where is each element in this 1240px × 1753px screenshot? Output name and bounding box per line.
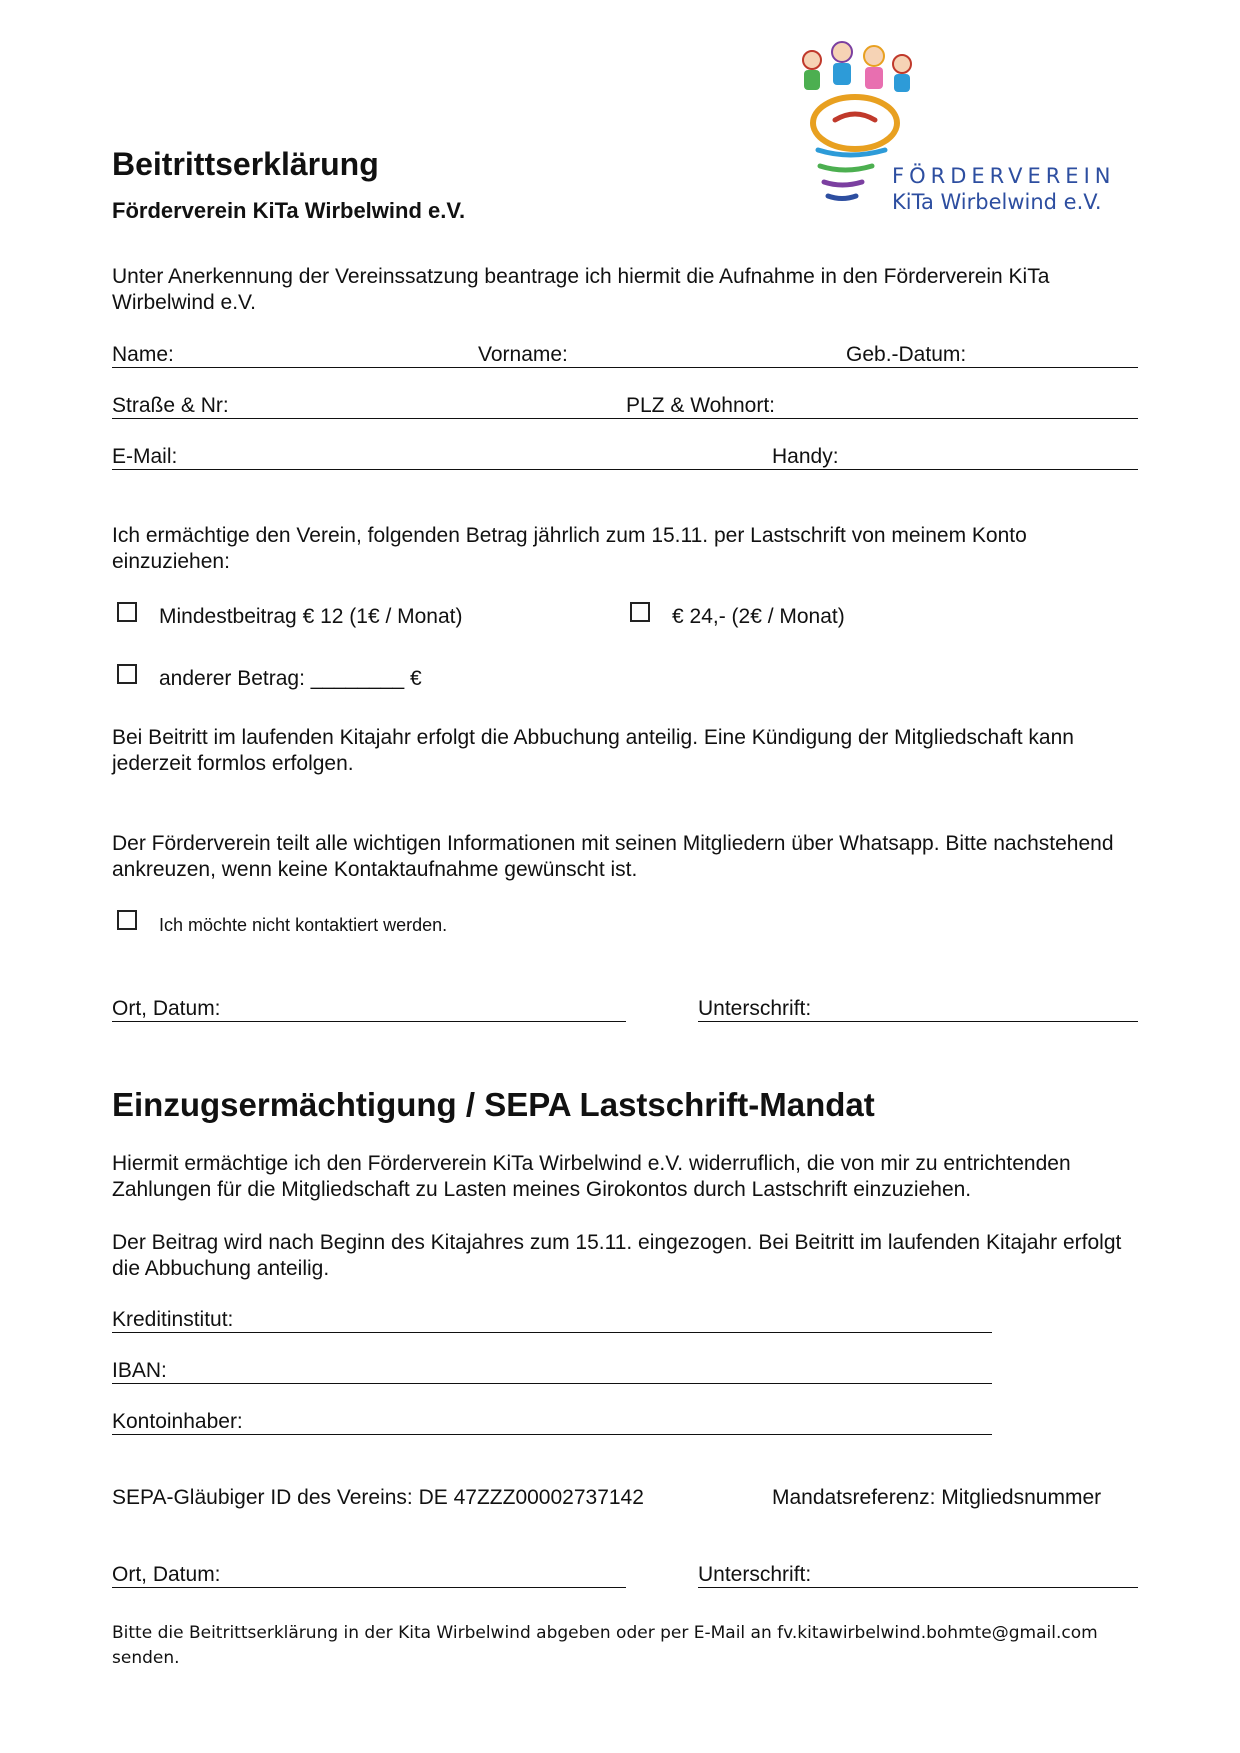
other-amount-checkbox[interactable] — [117, 664, 137, 684]
whatsapp-text: Der Förderverein teilt alle wichtigen Informationen mit seinen Mitgliedern über Whatsapp. Bitte nachstehend ankreuzen, wenn keine Kontaktaufnahme gewünscht ist. — [112, 832, 1114, 881]
vorname-label: Vorname: — [478, 343, 568, 366]
kontoinhaber-field[interactable] — [112, 1406, 992, 1435]
ort-datum-label-2: Ort, Datum: — [112, 1563, 221, 1586]
iban-label: IBAN: — [112, 1359, 167, 1382]
glaeubiger-id: SEPA-Gläubiger ID des Vereins: DE 47ZZZ00002737142 — [112, 1486, 644, 1509]
other-amount-label: anderer Betrag: ________ € — [159, 667, 422, 690]
page-subtitle: Förderverein KiTa Wirbelwind e.V. — [112, 198, 466, 223]
kreditinstitut-field[interactable] — [112, 1304, 992, 1333]
footer-note: Bitte die Beitrittserklärung in der Kita Wirbelwind abgeben oder per E-Mail an fv.kitawirbelwind.bohmte@gmail.com senden. — [112, 1623, 1098, 1668]
strasse-label: Straße & Nr: — [112, 394, 229, 417]
kontoinhaber-label: Kontoinhaber: — [112, 1410, 243, 1433]
unterschrift-label-1: Unterschrift: — [698, 997, 812, 1020]
mandatsreferenz: Mandatsreferenz: Mitgliedsnummer — [772, 1486, 1102, 1509]
geb-datum-label: Geb.-Datum: — [846, 343, 967, 366]
intro-text: Unter Anerkennung der Vereinssatzung beantrage ich hiermit die Aufnahme in den Förderverein KiTa Wirbelwind e.V. — [112, 265, 1050, 314]
handy-label: Handy: — [772, 445, 839, 468]
name-label: Name: — [112, 343, 174, 366]
sepa-text-1: Hiermit ermächtige ich den Förderverein KiTa Wirbelwind e.V. widerruflich, die von mir zu entrichtenden Zahlungen für die Mitgliedschaft zu Lasten meines Girokontos durch Lastschrift einzuziehen. — [112, 1152, 1071, 1201]
min-beitrag-label: Mindestbeitrag € 12 (1€ / Monat) — [159, 605, 463, 628]
page-title: Beitrittserklärung — [112, 146, 379, 182]
no-contact-label: Ich möchte nicht kontaktiert werden. — [159, 915, 448, 935]
sepa-text-2: Der Beitrag wird nach Beginn des Kitajahres zum 15.11. eingezogen. Bei Beitritt im laufenden Kitajahr erfolgt die Abbuchung anteilig. — [112, 1231, 1122, 1280]
unterschrift-label-2: Unterschrift: — [698, 1563, 812, 1586]
kreditinstitut-label: Kreditinstitut: — [112, 1308, 234, 1331]
plz-label: PLZ & Wohnort: — [626, 394, 776, 417]
email-label: E-Mail: — [112, 445, 178, 468]
iban-field[interactable] — [112, 1355, 992, 1384]
logo-line1: FÖRDERVEREIN — [892, 164, 1116, 188]
double-beitrag-label: € 24,- (2€ / Monat) — [672, 605, 845, 628]
notice-text: Bei Beitritt im laufenden Kitajahr erfolgt die Abbuchung anteilig. Eine Kündigung der Mitgliedschaft kann jederzeit formlos erfolgen. — [112, 726, 1074, 775]
min-beitrag-checkbox[interactable] — [117, 602, 137, 622]
ort-datum-label-1: Ort, Datum: — [112, 997, 221, 1020]
logo — [790, 38, 1140, 218]
double-beitrag-checkbox[interactable] — [630, 602, 650, 622]
authorization-text: Ich ermächtige den Verein, folgenden Betrag jährlich zum 15.11. per Lastschrift von meinem Konto einzuziehen: — [112, 524, 1027, 573]
sepa-title: Einzugsermächtigung / SEPA Lastschrift-Mandat — [112, 1086, 875, 1123]
no-contact-checkbox[interactable] — [117, 910, 137, 930]
logo-line2: KiTa Wirbelwind e.V. — [892, 190, 1102, 214]
email-field[interactable] — [112, 441, 772, 470]
